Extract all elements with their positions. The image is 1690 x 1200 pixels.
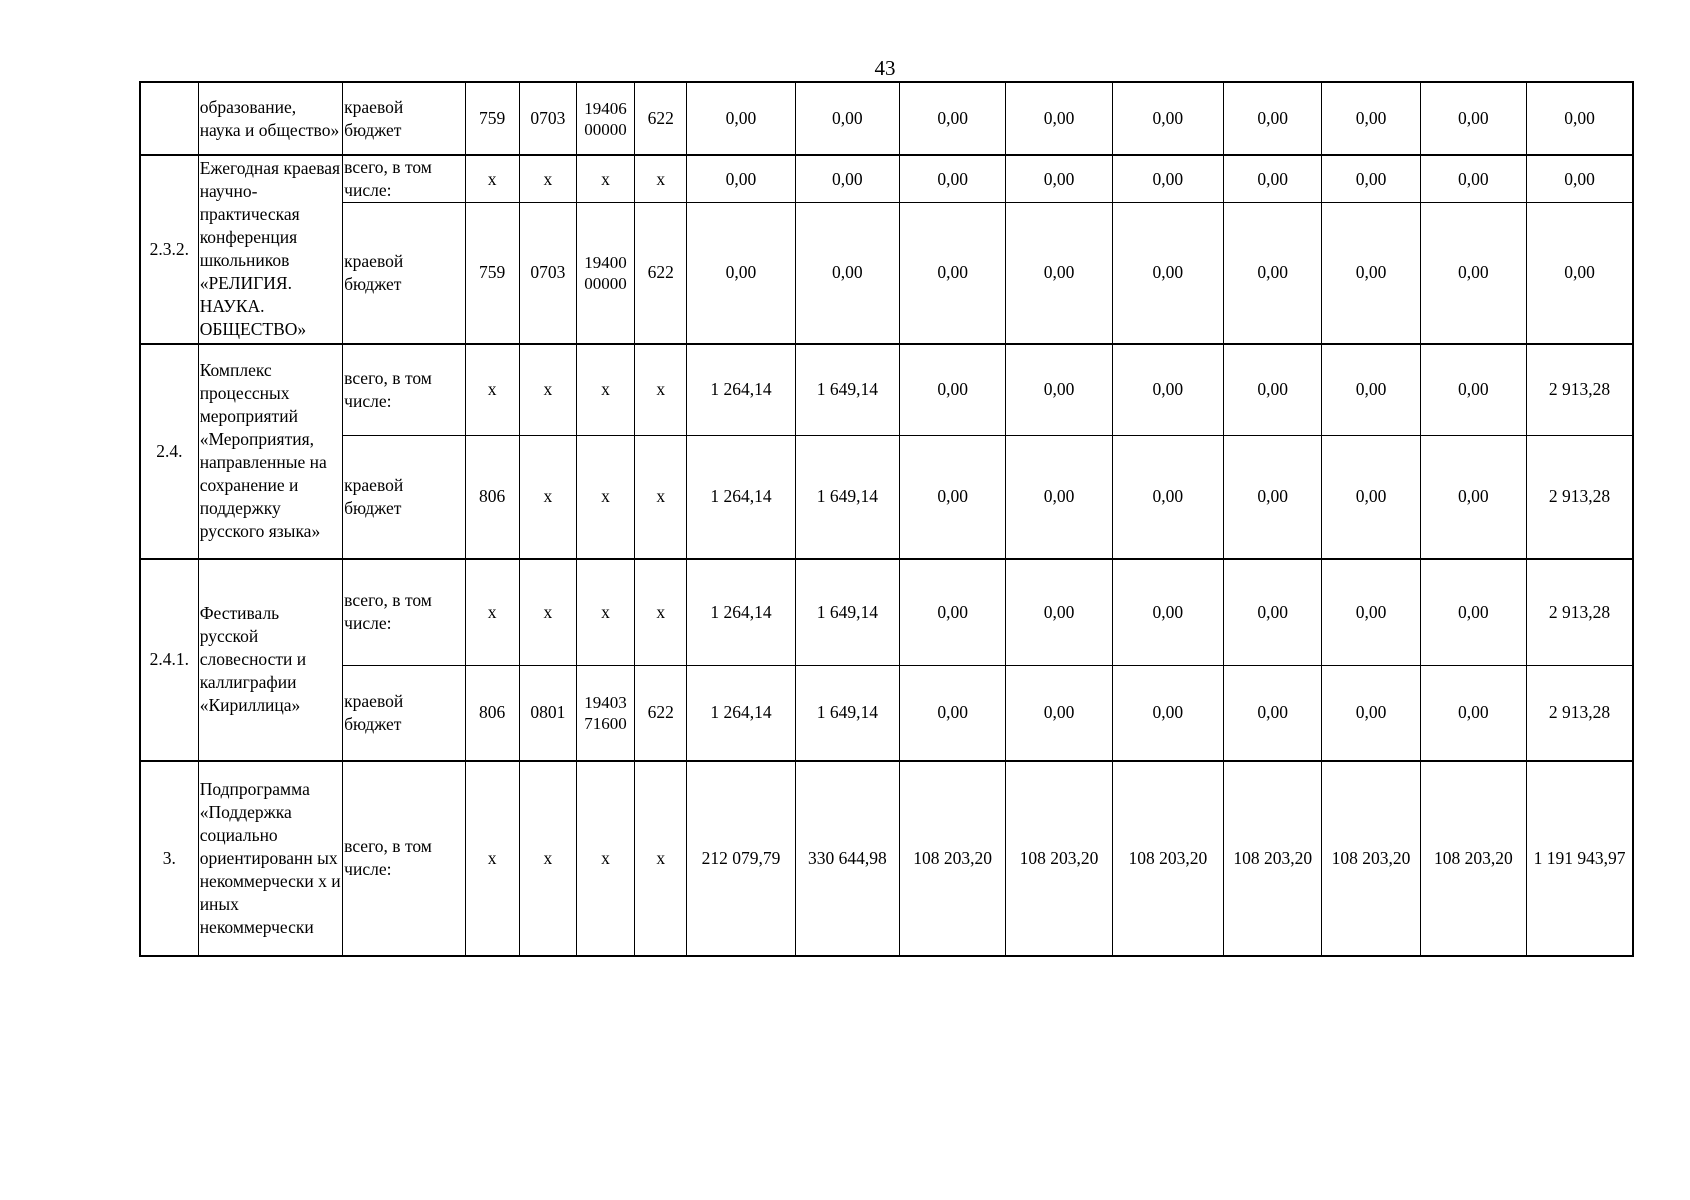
year-amount-cell: 0,00 [687, 82, 795, 155]
budget-code-cell: x [519, 344, 576, 436]
year-amount-cell: 0,00 [1006, 436, 1112, 559]
year-amount-cell: 0,00 [687, 155, 795, 203]
year-amount-cell: 0,00 [1420, 559, 1526, 666]
budget-code-cell: 0703 [519, 82, 576, 155]
funding-source-cell: всего, в том числе: [343, 761, 465, 956]
budget-code-cell: x [576, 761, 634, 956]
year-amount-cell: 1 264,14 [687, 559, 795, 666]
budget-code-cell: 806 [465, 436, 519, 559]
row-number-cell: 2.4. [140, 344, 198, 559]
year-amount-cell: 0,00 [1224, 436, 1322, 559]
year-amount-cell: 0,00 [1224, 203, 1322, 344]
year-amount-cell: 0,00 [1006, 344, 1112, 436]
year-amount-cell: 0,00 [899, 155, 1005, 203]
budget-code-cell: 622 [635, 666, 687, 761]
year-amount-cell: 0,00 [1006, 155, 1112, 203]
year-amount-cell: 1 264,14 [687, 666, 795, 761]
budget-code-cell: 622 [635, 82, 687, 155]
budget-code-cell: x [576, 155, 634, 203]
budget-code-cell: 759 [465, 82, 519, 155]
table-row [140, 155, 1633, 203]
year-amount-cell: 0,00 [1322, 82, 1420, 155]
year-amount-cell: 0,00 [1112, 155, 1223, 203]
year-amount-cell: 0,00 [1112, 559, 1223, 666]
year-amount-cell: 0,00 [1322, 155, 1420, 203]
budget-code-cell: x [576, 344, 634, 436]
year-amount-cell: 0,00 [1006, 82, 1112, 155]
year-amount-cell: 108 203,20 [1112, 761, 1223, 956]
event-name-cell: Комплекс процессных мероприятий «Мероприятия, направленные на сохранение и поддержку русского языка» [198, 344, 342, 559]
year-amount-cell: 0,00 [1112, 82, 1223, 155]
year-amount-cell: 0,00 [1322, 559, 1420, 666]
total-amount-cell: 0,00 [1527, 82, 1633, 155]
page-number: 43 [874, 56, 896, 80]
table-row [140, 203, 1633, 344]
year-amount-cell: 0,00 [1322, 203, 1420, 344]
year-amount-cell: 0,00 [1224, 344, 1322, 436]
table-row [140, 436, 1633, 559]
year-amount-cell: 108 203,20 [1420, 761, 1526, 956]
funding-source-cell: краевой бюджет [343, 436, 465, 559]
table-row [140, 559, 1633, 666]
budget-code-cell: x [576, 436, 634, 559]
year-amount-cell: 0,00 [1322, 344, 1420, 436]
year-amount-cell: 0,00 [1322, 436, 1420, 559]
year-amount-cell: 1 264,14 [687, 344, 795, 436]
budget-code-cell: 0801 [519, 666, 576, 761]
budget-code-cell: x [519, 436, 576, 559]
year-amount-cell: 0,00 [899, 436, 1005, 559]
year-amount-cell: 0,00 [1006, 559, 1112, 666]
row-number-cell: 2.3.2. [140, 155, 198, 344]
row-number-cell: 2.4.1. [140, 559, 198, 761]
year-amount-cell: 0,00 [899, 559, 1005, 666]
year-amount-cell: 1 649,14 [795, 344, 899, 436]
budget-code-cell: x [635, 761, 687, 956]
budget-code-cell: 19406 00000 [576, 82, 634, 155]
budget-code-cell: 19400 00000 [576, 203, 634, 344]
year-amount-cell: 1 649,14 [795, 559, 899, 666]
year-amount-cell: 0,00 [795, 82, 899, 155]
budget-code-cell: x [519, 761, 576, 956]
year-amount-cell: 212 079,79 [687, 761, 795, 956]
year-amount-cell: 0,00 [795, 155, 899, 203]
year-amount-cell: 0,00 [1420, 82, 1526, 155]
budget-code-cell: 19403 71600 [576, 666, 634, 761]
budget-code-cell: 806 [465, 666, 519, 761]
year-amount-cell: 1 264,14 [687, 436, 795, 559]
budget-code-cell: x [465, 155, 519, 203]
event-name-cell: образование, наука и общество» [198, 82, 342, 155]
budget-code-cell: 0703 [519, 203, 576, 344]
budget-code-cell: x [465, 761, 519, 956]
year-amount-cell: 0,00 [1420, 666, 1526, 761]
year-amount-cell: 0,00 [899, 666, 1005, 761]
year-amount-cell: 0,00 [1224, 559, 1322, 666]
total-amount-cell: 0,00 [1527, 203, 1633, 344]
total-amount-cell: 1 191 943,97 [1527, 761, 1633, 956]
budget-code-cell: 622 [635, 203, 687, 344]
year-amount-cell: 0,00 [1322, 666, 1420, 761]
year-amount-cell: 0,00 [1420, 436, 1526, 559]
total-amount-cell: 2 913,28 [1527, 666, 1633, 761]
funding-source-cell: всего, в том числе: [343, 559, 465, 666]
table-row [140, 761, 1633, 956]
budget-code-cell: x [465, 559, 519, 666]
budget-code-cell: x [635, 344, 687, 436]
table-row [140, 82, 1633, 155]
event-name-cell: Фестиваль русской словесности и каллиграфии «Кириллица» [198, 559, 342, 761]
total-amount-cell: 2 913,28 [1527, 559, 1633, 666]
budget-code-cell: x [635, 436, 687, 559]
year-amount-cell: 0,00 [899, 82, 1005, 155]
year-amount-cell: 0,00 [1112, 436, 1223, 559]
year-amount-cell: 1 649,14 [795, 436, 899, 559]
year-amount-cell: 0,00 [1420, 203, 1526, 344]
event-name-cell: Ежегодная краевая научно-практическая конференция школьников «РЕЛИГИЯ. НАУКА. ОБЩЕСТВО» [198, 155, 342, 344]
year-amount-cell: 0,00 [899, 344, 1005, 436]
year-amount-cell: 108 203,20 [1322, 761, 1420, 956]
year-amount-cell: 0,00 [687, 203, 795, 344]
year-amount-cell: 108 203,20 [899, 761, 1005, 956]
budget-code-cell: x [635, 155, 687, 203]
budget-table [139, 81, 1634, 957]
year-amount-cell: 1 649,14 [795, 666, 899, 761]
total-amount-cell: 2 913,28 [1527, 436, 1633, 559]
total-amount-cell: 2 913,28 [1527, 344, 1633, 436]
year-amount-cell: 0,00 [1112, 203, 1223, 344]
year-amount-cell: 330 644,98 [795, 761, 899, 956]
event-name-cell: Подпрограмма «Поддержка социально ориентированн ых некоммерчески х и иных некоммерчески [198, 761, 342, 956]
year-amount-cell: 0,00 [1112, 344, 1223, 436]
budget-code-cell: 759 [465, 203, 519, 344]
budget-code-cell: x [519, 559, 576, 666]
table-row [140, 666, 1633, 761]
year-amount-cell: 0,00 [1112, 666, 1223, 761]
year-amount-cell: 0,00 [795, 203, 899, 344]
table-row [140, 344, 1633, 436]
budget-code-cell: x [635, 559, 687, 666]
year-amount-cell: 108 203,20 [1006, 761, 1112, 956]
budget-code-cell: x [465, 344, 519, 436]
total-amount-cell: 0,00 [1527, 155, 1633, 203]
year-amount-cell: 108 203,20 [1224, 761, 1322, 956]
funding-source-cell: краевой бюджет [343, 82, 465, 155]
year-amount-cell: 0,00 [1224, 666, 1322, 761]
funding-source-cell: всего, в том числе: [343, 344, 465, 436]
funding-source-cell: всего, в том числе: [343, 155, 465, 203]
year-amount-cell: 0,00 [1006, 203, 1112, 344]
row-number-cell: 3. [140, 761, 198, 956]
year-amount-cell: 0,00 [1224, 82, 1322, 155]
year-amount-cell: 0,00 [1420, 344, 1526, 436]
budget-code-cell: x [519, 155, 576, 203]
funding-source-cell: краевой бюджет [343, 203, 465, 344]
funding-source-cell: краевой бюджет [343, 666, 465, 761]
year-amount-cell: 0,00 [1420, 155, 1526, 203]
year-amount-cell: 0,00 [1006, 666, 1112, 761]
budget-code-cell: x [576, 559, 634, 666]
row-number-cell [140, 82, 198, 155]
year-amount-cell: 0,00 [1224, 155, 1322, 203]
year-amount-cell: 0,00 [899, 203, 1005, 344]
